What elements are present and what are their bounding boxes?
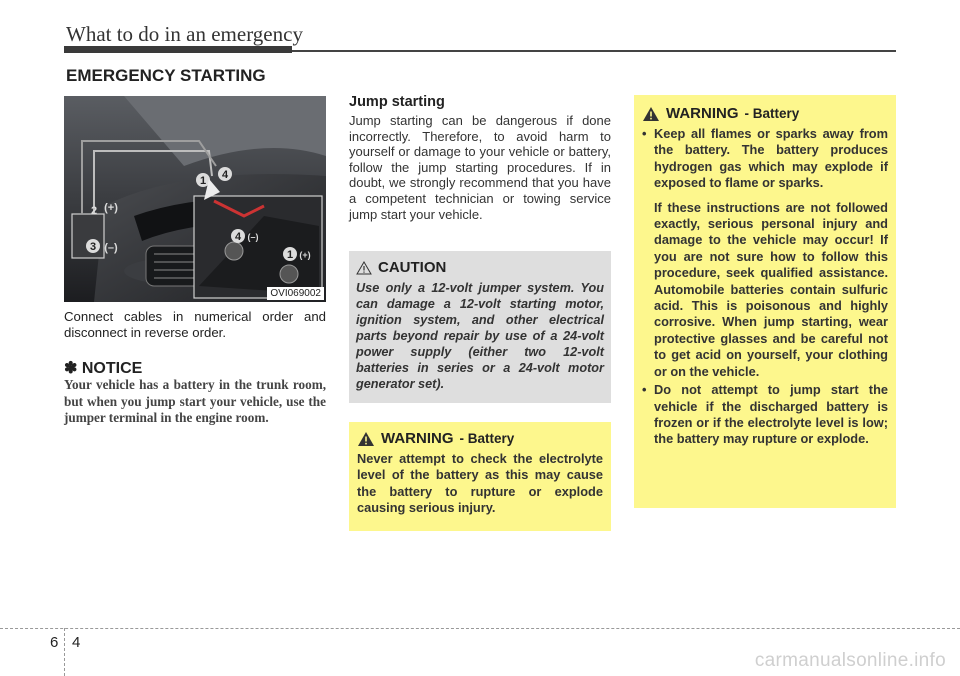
footer-rule <box>0 628 960 629</box>
page-number: 4 <box>72 634 81 651</box>
svg-text:4: 4 <box>234 231 242 243</box>
jump-starting-heading: Jump starting <box>349 94 445 110</box>
svg-text:(–): (–) <box>104 242 118 254</box>
warning-box-battery <box>634 95 896 508</box>
caution-title: CAUTION <box>378 259 447 276</box>
warning-body: Never attempt to check the electrolyte level of the battery as this may cause the battery to rupture or explode causing serious injury. <box>357 451 603 516</box>
svg-text:1: 1 <box>199 175 207 187</box>
figure-caption: Connect cables in numerical order and disconnect in reverse order. <box>64 309 326 340</box>
section-title: EMERGENCY STARTING <box>66 66 266 85</box>
notice-heading <box>64 358 142 378</box>
svg-text:(–): (–) <box>247 232 259 242</box>
svg-text:(+): (+) <box>104 202 118 214</box>
bullet: • <box>642 126 647 141</box>
caution-body: Use only a 12-volt jumper system. You can damage a 12-volt starting motor, ignition system, and other electrical parts beyond repair by use of a 24-volt power supply (either two 12-volt batteries in series or a 24-volt motor generator set). <box>356 281 604 391</box>
list-item <box>642 382 888 448</box>
svg-text:1: 1 <box>286 249 294 261</box>
caution-heading <box>356 259 604 276</box>
figure-code: OVI069002 <box>267 287 324 300</box>
notice-symbol: ✽ <box>64 360 78 377</box>
svg-text:(+): (+) <box>299 250 311 260</box>
warning-box-electrolyte <box>349 422 611 531</box>
list-item <box>642 126 888 192</box>
page-header-title: What to do in an emergency <box>66 22 303 46</box>
header-bar <box>64 46 292 53</box>
warning-subtitle: - Battery <box>744 106 800 121</box>
bullet: • <box>642 382 647 398</box>
chapter-number: 6 <box>50 634 59 651</box>
jump-starting-body: Jump starting can be dangerous if done incorrectly. Therefore, to avoid harm to yourself or damage to your vehicle or battery, follow the jump starting procedures. If in doubt, we strongly recommend that you have a competent technician or towing service jump start your vehicle. <box>349 113 611 222</box>
engine-bay-illustration <box>64 96 326 302</box>
warning-title: WARNING <box>666 105 739 122</box>
warning-subtitle: - Battery <box>459 431 515 446</box>
caution-box <box>349 251 611 403</box>
svg-text:4: 4 <box>221 169 229 181</box>
caution-triangle-icon <box>356 261 372 275</box>
warning-triangle-icon <box>642 106 660 122</box>
engine-bay-photo <box>64 96 326 302</box>
warning-list <box>642 126 888 448</box>
warning-title: WARNING <box>381 430 454 447</box>
notice-title: NOTICE <box>81 360 143 377</box>
warning-triangle-icon <box>357 431 375 447</box>
watermark: carmanualsonline.info <box>754 650 946 671</box>
warning-heading <box>357 430 603 447</box>
svg-text:3: 3 <box>89 241 97 253</box>
svg-text:2: 2 <box>90 205 98 217</box>
bullet-paragraph: If these instructions are not followed exactly, serious personal injury and damage to the vehicle may occur! If you are not sure how to follow this procedure, seek qualified assistance. Automobile batteries contain sulfuric acid. This is poisonous and highly corrosive. When jump starting, wear protective glasses and be careful not to get acid on yourself, your clothing or on the vehicle. <box>654 199 888 379</box>
footer-divider <box>64 628 65 676</box>
bullet-text: Keep all flames or sparks away from the battery. The battery produces hydrogen gas which may explode if exposed to flame or sparks. <box>654 126 888 191</box>
warning-heading <box>642 105 888 122</box>
notice-body: Your vehicle has a battery in the trunk room, but when you jump start your vehicle, use the jumper terminal in the engine room. <box>64 377 326 425</box>
bullet-text: Do not attempt to jump start the vehicle if the discharged battery is frozen or if the electrolyte level is low; the battery may rupture or explode. <box>654 382 888 447</box>
header-rule <box>292 50 896 52</box>
